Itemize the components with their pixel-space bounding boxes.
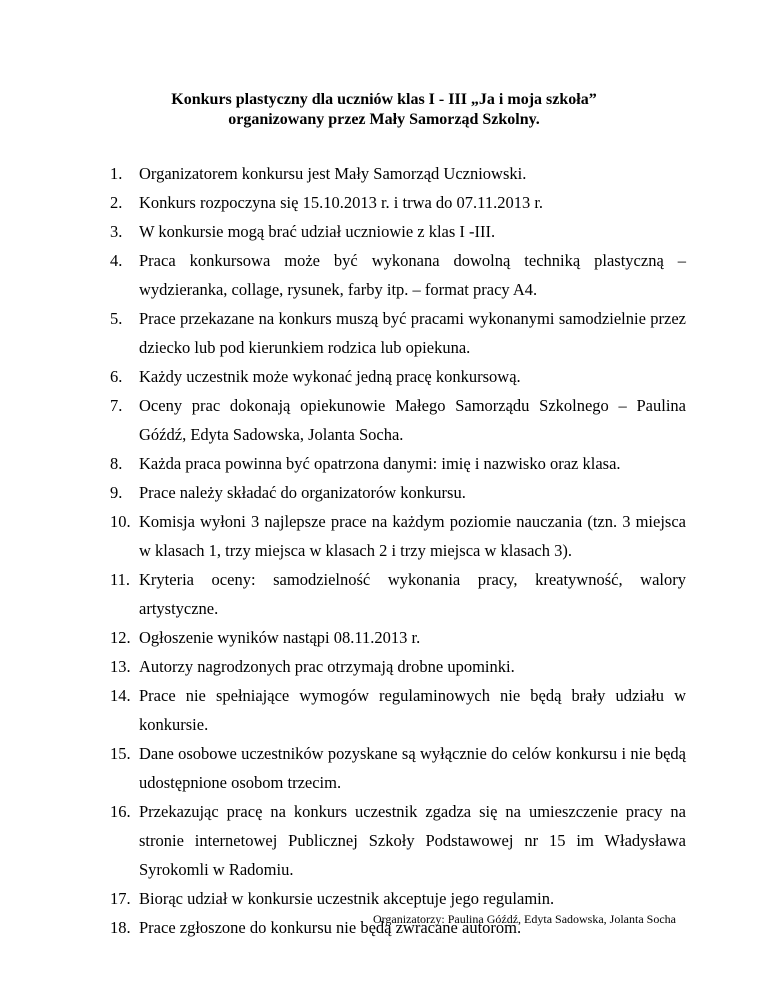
rule-number: 6. xyxy=(110,367,123,386)
rule-text: W konkursie mogą brać udział uczniowie z klas I -III. xyxy=(139,222,496,241)
rule-number: 13. xyxy=(110,657,131,676)
rule-item xyxy=(110,681,686,739)
rule-item xyxy=(110,362,686,391)
rule-number: 7. xyxy=(110,396,123,415)
rules-list xyxy=(110,159,686,942)
rule-number: 14. xyxy=(110,686,131,705)
rule-number: 3. xyxy=(110,222,123,241)
rule-text: Prace zgłoszone do konkursu nie będą zwracane autorom. xyxy=(139,918,522,937)
rule-item xyxy=(110,188,686,217)
rule-text: Każdy uczestnik może wykonać jedną pracę konkursową. xyxy=(139,367,521,386)
document-title-line-2: organizowany przez Mały Samorząd Szkolny. xyxy=(228,111,540,128)
rule-text: Praca konkursowa może być wykonana dowolną techniką plastyczną – wydzieranka, collage, rysunek, farby itp. – format pracy A4. xyxy=(139,251,686,299)
rule-number: 15. xyxy=(110,744,131,763)
rule-number: 16. xyxy=(110,802,131,821)
rule-item xyxy=(110,246,686,304)
rule-text: Komisja wyłoni 3 najlepsze prace na każdym poziomie nauczania (tzn. 3 miejsca w klasach 1, trzy miejsca w klasach 2 i trzy miejsca w klasach 3). xyxy=(139,512,686,560)
rule-item xyxy=(110,391,686,449)
rule-text: Każda praca powinna być opatrzona danymi: imię i nazwisko oraz klasa. xyxy=(139,454,621,473)
rule-number: 8. xyxy=(110,454,123,473)
rule-item xyxy=(110,623,686,652)
rule-item xyxy=(110,739,686,797)
rule-item xyxy=(110,478,686,507)
rule-text: Prace nie spełniające wymogów regulaminowych nie będą brały udziału w konkursie. xyxy=(139,686,686,734)
rule-text: Oceny prac dokonają opiekunowie Małego Samorządu Szkolnego – Paulina Góźdź, Edyta Sadowska, Jolanta Socha. xyxy=(139,396,686,444)
rule-number: 18. xyxy=(110,918,131,937)
rule-text: Biorąc udział w konkursie uczestnik akceptuje jego regulamin. xyxy=(139,889,555,908)
rule-text: Kryteria oceny: samodzielność wykonania pracy, kreatywność, walory artystyczne. xyxy=(139,570,686,618)
rule-number: 17. xyxy=(110,889,131,908)
document-title-line-1: Konkurs plastyczny dla uczniów klas I - III „Ja i moja szkoła” xyxy=(171,91,597,108)
rule-number: 1. xyxy=(110,164,123,183)
rule-item xyxy=(110,159,686,188)
rule-number: 5. xyxy=(110,309,123,328)
rule-number: 2. xyxy=(110,193,123,212)
rule-text: Organizatorem konkursu jest Mały Samorząd Uczniowski. xyxy=(139,164,527,183)
rule-text: Prace należy składać do organizatorów konkursu. xyxy=(139,483,466,502)
rule-item xyxy=(110,449,686,478)
rule-number: 4. xyxy=(110,251,123,270)
rule-text: Autorzy nagrodzonych prac otrzymają drobne upominki. xyxy=(139,657,515,676)
rule-text: Przekazując pracę na konkurs uczestnik zgadza się na umieszczenie pracy na stronie internetowej Publicznej Szkoły Podstawowej nr 15 im Władysława Syrokomli w Radomiu. xyxy=(139,802,686,879)
rule-item xyxy=(110,884,686,913)
rule-item xyxy=(110,652,686,681)
rule-number: 9. xyxy=(110,483,123,502)
rule-item xyxy=(110,565,686,623)
rule-text: Prace przekazane na konkurs muszą być pracami wykonanymi samodzielnie przez dziecko lub pod kierunkiem rodzica lub opiekuna. xyxy=(139,309,686,357)
rule-text: Dane osobowe uczestników pozyskane są wyłącznie do celów konkursu i nie będą udostępnione osobom trzecim. xyxy=(139,744,686,792)
rule-item xyxy=(110,304,686,362)
rule-number: 12. xyxy=(110,628,131,647)
organizers-footer: Organizatorzy: Paulina Góźdź, Edyta Sadowska, Jolanta Socha xyxy=(372,912,676,926)
rule-number: 11. xyxy=(110,570,131,589)
rule-item xyxy=(110,507,686,565)
rule-item xyxy=(110,217,686,246)
rule-text: Konkurs rozpoczyna się 15.10.2013 r. i trwa do 07.11.2013 r. xyxy=(139,193,544,212)
rule-item xyxy=(110,797,686,884)
rule-text: Ogłoszenie wyników nastąpi 08.11.2013 r. xyxy=(139,628,421,647)
rule-number: 10. xyxy=(110,512,131,531)
